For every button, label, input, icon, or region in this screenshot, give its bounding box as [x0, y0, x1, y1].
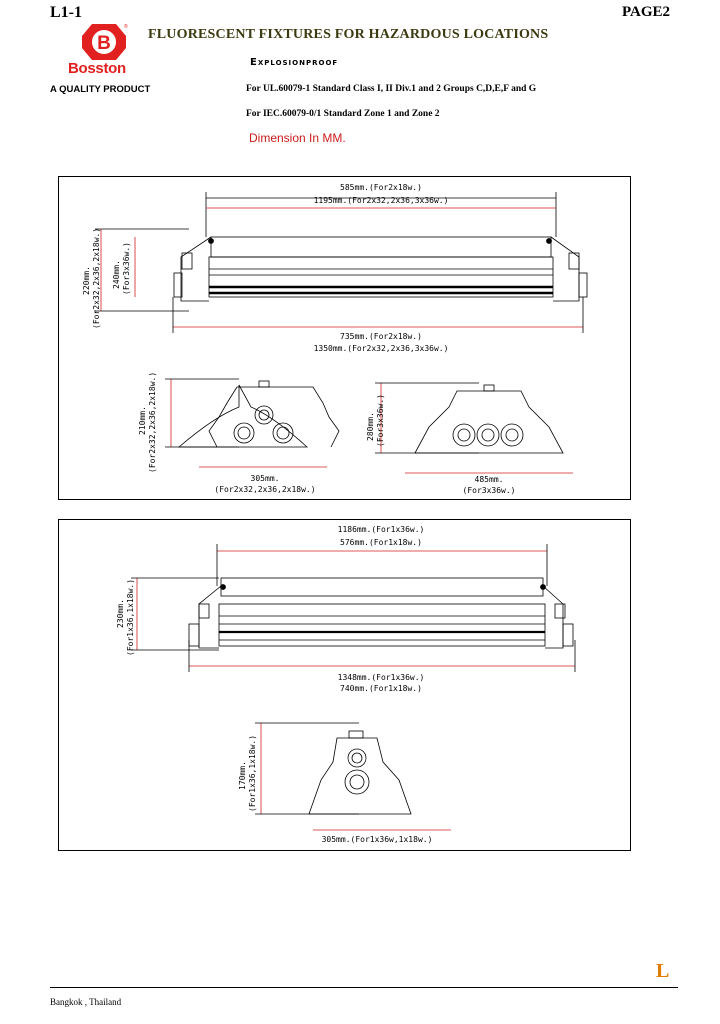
logo-letter: B [97, 33, 111, 54]
iec-standard: For IEC.60079-0/1 Standard Zone 1 and Zone 2 [246, 109, 440, 119]
p1-left-dim-a2: (For2x32,2x36,2x18w.) [92, 227, 101, 329]
page-title: FLUORESCENT FIXTURES FOR HAZARDOUS LOCATIONS [148, 27, 549, 42]
p1-end2-width: 485mm. [474, 475, 504, 484]
p2-end-height2: (For1x36,1x18w.) [248, 734, 257, 812]
p1-end2-height2: (For3x36w.) [376, 394, 385, 447]
p1-left-dim-a: 220mm. [82, 266, 91, 295]
p1-top-dim-b: 1195mm.(For2x32,2x36,3x36w.) [313, 196, 449, 205]
footer-divider [50, 987, 678, 988]
p2-bottom-dim-a: 1348mm.(For1x36w.) [337, 673, 425, 682]
p1-end1-height: 210mm. [138, 406, 147, 435]
drawing-panel-1 [58, 176, 631, 500]
brand-name: Bosston [68, 60, 126, 77]
fixture-drawing-2lamp [59, 177, 630, 499]
footer-location: Bangkok , Thailand [50, 997, 122, 1007]
p2-left-dim-a: 230mm. [116, 599, 125, 628]
ul-standard: For UL.60079-1 Standard Class I, II Div.1 and 2 Groups C,D,E,F and G [246, 84, 537, 94]
p2-end-height: 170mm. [238, 761, 247, 790]
p1-left-dim-b: 240mm. [112, 260, 121, 289]
brand-logo-icon [80, 22, 128, 62]
p1-bottom-dim-b: 1350mm.(For2x32,2x36,3x36w.) [313, 344, 449, 353]
p1-left-dim-b2: (For3x36w.) [122, 242, 131, 295]
svg-text:®: ® [124, 24, 128, 30]
p2-end-width: 305mm.(For1x36w,1x18w.) [321, 835, 433, 844]
p1-end1-width: 305mm. [250, 474, 280, 483]
drawing-panel-2 [58, 519, 631, 851]
p1-end2-width2: (For3x36w.) [462, 486, 516, 495]
section-mark: L [656, 960, 670, 982]
p2-bottom-dim-b: 740mm.(For1x18w.) [340, 684, 422, 693]
p2-left-dim-a2: (For1x36,1x18w.) [126, 578, 135, 656]
p1-bottom-dim-a: 735mm.(For2x18w.) [340, 332, 422, 341]
brand-tagline: A QUALITY PRODUCT [50, 84, 151, 95]
p1-end1-width2: (For2x32,2x36,2x18w.) [214, 485, 316, 494]
p1-end1-height2: (For2x32,2x36,2x18w.) [148, 371, 157, 473]
page-number: PAGE2 [621, 4, 670, 20]
dimension-note: Dimension In MM. [249, 131, 346, 145]
page-subtitle: Explosionproof [250, 57, 339, 68]
fixture-drawing-1lamp [59, 520, 630, 850]
p2-top-dim-a: 1186mm.(For1x36w.) [337, 525, 425, 534]
document-code: L1-1 [50, 4, 82, 21]
p2-top-dim-b: 576mm.(For1x18w.) [340, 538, 422, 547]
p1-top-dim-a: 585mm.(For2x18w.) [340, 183, 422, 192]
p1-end2-height: 280mm. [366, 412, 375, 441]
